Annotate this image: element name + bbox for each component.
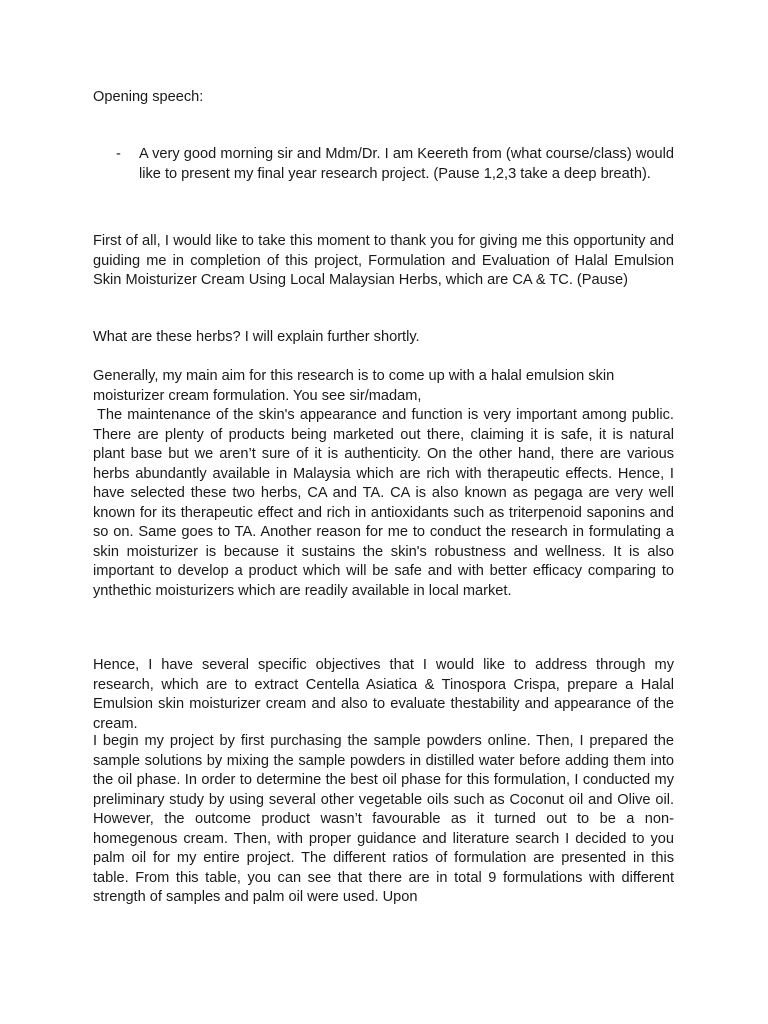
speech-heading: Opening speech: [93, 89, 204, 105]
paragraph-aim-block [93, 367, 674, 601]
paragraph-maintenance-text: The maintenance of the skin's appearance and function is very important among public. There are plenty of products being marketed out there, claiming it is safe, it is natural plant base but we aren’t sure of it is authenticity. On the other hand, there are various herbs abundantly available in Malaysia which are rich with therapeutic effects. Hence, I have selected these two herbs, CA and TA. CA is also known as pegaga are very well known for its therapeutic effect and rich in antioxidants such as triterpenoid saponins and so on. Same goes to TA. Another reason for me to conduct the research in formulating a skin moisturizer is because it sustains the skin's robustness and wellness. It is also important to develop a product which will be safe and with better efficacy comparing to ynthethic moisturizers which are readily available in local market. [93, 407, 674, 599]
paragraph-aim: Generally, my main aim for this research is to come up with a halal emulsion skin moisturizer cream formulation. You see sir/madam, [93, 368, 615, 404]
paragraph-objectives: Hence, I have several specific objectives that I would like to address through my research, which are to extract Centella Asiatica & Tinospora Crispa, prepare a Halal Emulsion skin moisturizer cream and also to evaluate thestability and appearance of the cream. [93, 657, 674, 732]
bullet-text: A very good morning sir and Mdm/Dr. I am Keereth from (what course/class) would like to present my final year research project. (Pause 1,2,3 take a deep breath). [139, 146, 674, 182]
paragraph-maintenance [93, 406, 674, 601]
document-page [93, 0, 674, 1024]
paragraph-herbs-question: What are these herbs? I will explain further shortly. [93, 329, 420, 345]
paragraph-thanks: First of all, I would like to take this moment to thank you for giving me this opportunity and guiding me in completion of this project, Formulation and Evaluation of Halal Emulsion Skin Moisturizer Cream Using Local Malaysian Herbs, which are CA & TC. (Pause) [93, 233, 674, 288]
bullet-marker: - [116, 146, 121, 162]
paragraph-method: I begin my project by first purchasing the sample powders online. Then, I prepared the sample solutions by mixing the sample powders in distilled water before adding them into the oil phase. In order to determine the best oil phase for this formulation, I conducted my preliminary study by using several other vegetable oils such as Coconut oil and Olive oil. However, the outcome product wasn’t favourable as it turned out to be a non-homegenous cream. Then, with proper guidance and literature search I decided to you palm oil for my entire project. The different ratios of formulation are presented in this table. From this table, you can see that there are in total 9 formulations with different strength of samples and palm oil were used. Upon [93, 733, 674, 905]
